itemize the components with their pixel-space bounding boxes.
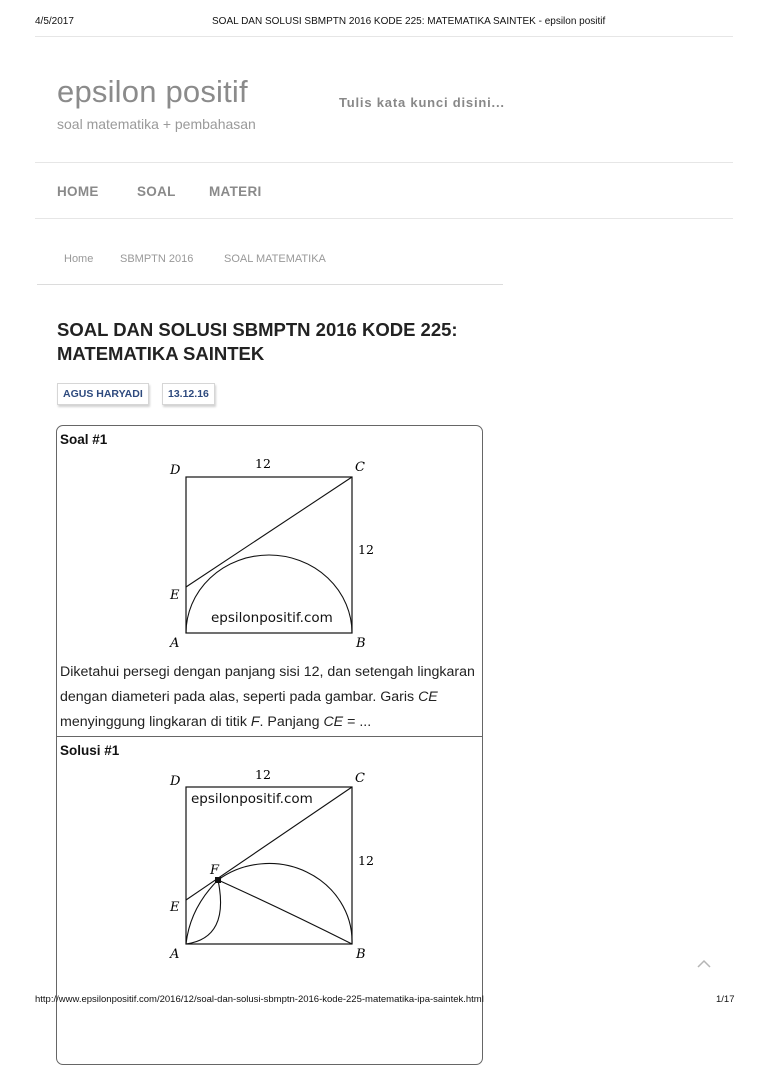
solusi-label-f: F — [210, 863, 220, 878]
solusi-top-label: 12 — [255, 767, 271, 782]
solusi-label-a: A — [170, 947, 180, 962]
soal-label: Soal #1 — [60, 432, 108, 447]
soal-label-b: B — [356, 636, 366, 651]
soal-label-a: A — [170, 636, 180, 651]
author-badge[interactable]: AGUS HARYADI — [57, 383, 149, 405]
soal-text-1: Diketahui persegi dengan panjang sisi 12, dan setengah lingkaran dengan diameteri pada alas, seperti pada gambar. Garis — [60, 664, 475, 705]
breadcrumb-divider — [37, 284, 503, 285]
nav-soal[interactable]: SOAL — [137, 184, 176, 199]
footer-page-number: 1/17 — [716, 994, 735, 1005]
date-badge[interactable]: 13.12.16 — [162, 383, 215, 405]
soal-line-ce — [186, 477, 352, 587]
soal-side-label: 12 — [358, 542, 374, 557]
soal-top-label: 12 — [255, 456, 271, 471]
soal-diagram — [160, 452, 390, 652]
nav-top-divider — [35, 162, 733, 163]
soal-label-e: E — [170, 588, 180, 603]
site-tagline: soal matematika + pembahasan — [57, 116, 256, 132]
print-title: SOAL DAN SOLUSI SBMPTN 2016 KODE 225: MATEMATIKA SAINTEK - epsilon positif — [212, 16, 606, 27]
footer-url: http://www.epsilonpositif.com/2016/12/soal-dan-solusi-sbmptn-2016-kode-225-matematika-ipa-saintek.html — [35, 994, 484, 1005]
solusi-label-c: C — [355, 771, 365, 786]
back-to-top-chevron-up-icon[interactable] — [696, 956, 712, 972]
breadcrumb-soal-matematika[interactable]: SOAL MATEMATIKA — [224, 253, 326, 265]
breadcrumb-sbmptn-2016[interactable]: SBMPTN 2016 — [120, 253, 194, 265]
breadcrumb-home[interactable]: Home — [64, 253, 94, 265]
search-input[interactable] — [339, 95, 569, 110]
solusi-semicircle — [218, 864, 352, 944]
soal-paragraph — [60, 660, 480, 735]
solusi-watermark: epsilonpositif.com — [191, 791, 313, 807]
solusi-label-d: D — [170, 774, 181, 789]
solusi-label-e: E — [170, 900, 180, 915]
nav-home[interactable]: HOME — [57, 184, 99, 199]
soal-ce: CE — [418, 689, 438, 705]
soal-text-4: = ... — [343, 714, 372, 730]
header-divider — [35, 36, 733, 37]
solusi-arc-inner — [186, 880, 221, 944]
soal-watermark: epsilonpositif.com — [211, 610, 333, 626]
solusi-side-label: 12 — [358, 853, 374, 868]
soal-f: F — [250, 714, 260, 730]
nav-materi[interactable]: MATERI — [209, 184, 262, 199]
nav-bottom-divider — [35, 218, 733, 219]
solusi-diagram — [160, 763, 390, 963]
problem-solution-divider — [56, 736, 483, 737]
solusi-arc-fb — [218, 880, 352, 944]
site-title-link[interactable]: epsilon positif — [57, 74, 248, 109]
soal-text-3: . Panjang — [259, 714, 324, 730]
post-title: SOAL DAN SOLUSI SBMPTN 2016 KODE 225: MATEMATIKA SAINTEK — [57, 319, 458, 364]
soal-ce-2: CE — [323, 714, 344, 730]
solusi-label-b: B — [356, 947, 366, 962]
solusi-label: Solusi #1 — [60, 743, 120, 758]
soal-text-2: menyinggung lingkaran di titik — [60, 714, 251, 730]
soal-label-c: C — [355, 460, 365, 475]
print-date: 4/5/2017 — [35, 16, 74, 27]
soal-label-d: D — [170, 463, 181, 478]
